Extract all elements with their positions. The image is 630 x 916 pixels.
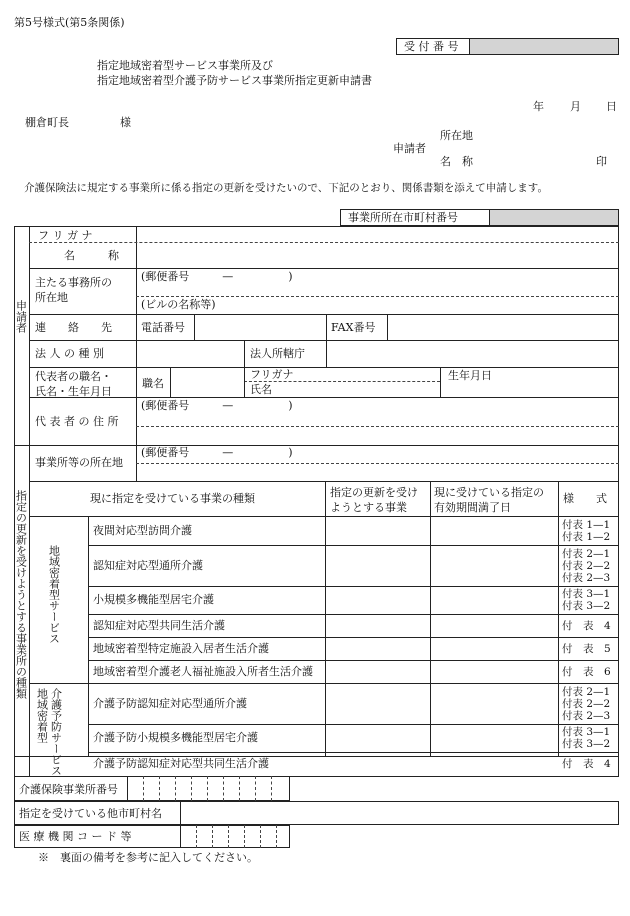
title-line-2: 指定地域密着型介護予防サービス事業所指定更新申請書 — [97, 74, 372, 87]
seal-mark: 印 — [596, 155, 607, 168]
group-prevention-label-a: 地域密着型 — [35, 688, 49, 743]
date-year: 年 — [533, 100, 544, 113]
form-reference: 付表 1—1 — [562, 518, 611, 531]
service-name: 介護予防小規模多機能型居宅介護 — [93, 731, 258, 744]
contact-label: 連 絡 先 — [35, 321, 112, 334]
rep-name-label: 氏名 — [250, 383, 272, 396]
date-month: 月 — [570, 100, 581, 113]
municipal-number-field[interactable] — [490, 210, 618, 225]
rep-postal-label: (郵便番号 — ) — [141, 399, 293, 412]
service-name: 介護予防認知症対応型共同生活介護 — [93, 757, 269, 770]
expiry-date-cell[interactable] — [431, 587, 557, 613]
form-reference: 付表 2—1 — [562, 547, 611, 560]
renewal-checkbox-cell[interactable] — [326, 638, 429, 659]
renewal-checkbox-cell[interactable] — [326, 661, 429, 682]
group-community-label: 地域密着型サービス — [47, 545, 61, 644]
receipt-number-label: 受 付 番 号 — [404, 40, 459, 53]
renewal-checkbox-cell[interactable] — [326, 546, 429, 585]
municipal-number-label: 事業所所在市町村番号 — [348, 211, 458, 224]
expiry-date-cell[interactable] — [431, 546, 557, 585]
form-reference: 付表 3—1 — [562, 588, 611, 600]
expiry-date-cell[interactable] — [431, 661, 557, 682]
service-name: 地域密着型特定施設入居者生活介護 — [93, 641, 269, 655]
form-reference: 付 表 4 — [562, 619, 611, 632]
medical-code-label: 医 療 機 関 コ ー ド 等 — [19, 830, 132, 843]
form-reference: 付表 1—2 — [562, 530, 611, 543]
other-city-label: 指定を受けている他市町村名 — [19, 807, 162, 820]
rep-address-label: 代 表 者 の 住 所 — [35, 415, 119, 428]
form-reference: 付 表 6 — [562, 665, 611, 678]
form-number: 第5号様式(第5条関係) — [14, 16, 125, 29]
expiry-date-cell[interactable] — [431, 615, 557, 636]
office-address-label: 主たる事務所の 所在地 — [35, 276, 112, 304]
tel-label: 電話番号 — [141, 321, 185, 334]
office-postal-label: (郵便番号 — ) — [141, 270, 293, 283]
form-reference: 付表 2—3 — [562, 571, 611, 584]
corp-type-label: 法 人 の 種 別 — [35, 347, 104, 360]
form-reference: 付表 3—2 — [562, 738, 611, 750]
representative-label: 代表者の職名・ 氏名・生年月日 — [35, 370, 112, 398]
service-name: 認知症対応型共同生活介護 — [93, 618, 225, 632]
date-day: 日 — [606, 100, 617, 113]
expiry-date-cell[interactable] — [431, 725, 557, 751]
corp-authority-label: 法人所轄庁 — [250, 347, 305, 360]
service-name: 認知症対応型通所介護 — [93, 558, 203, 572]
business-type-section-label: 指定の更新を受けようとする事業所の種類 — [14, 490, 28, 699]
form-reference: 付表 2—2 — [562, 697, 611, 710]
form-reference: 付表 3—1 — [562, 726, 611, 738]
intro-text: 介護保険法に規定する事業所に係る指定の更新を受けたいので、下記のとおり、関係書類を添えて申請します。 — [24, 182, 548, 194]
title-line-1: 指定地域密着型サービス事業所及び — [97, 59, 273, 72]
form-reference: 付表 3—2 — [562, 600, 611, 612]
service-name: 地域密着型介護老人福祉施設入所者生活介護 — [93, 664, 313, 678]
expiry-date-cell[interactable] — [431, 684, 557, 723]
form-reference: 付表 2—3 — [562, 709, 611, 722]
applicant-role-label: 申請者 — [393, 142, 426, 155]
form-reference: 付表 2—2 — [562, 559, 611, 572]
expiry-date-cell[interactable] — [431, 638, 557, 659]
business-address-label: 事業所等の所在地 — [35, 456, 123, 469]
renewal-checkbox-cell[interactable] — [326, 615, 429, 636]
group-prevention-label-b: 介護予防サービス — [49, 688, 63, 776]
applicant-name-label: 名 称 — [440, 155, 473, 168]
form-reference: 付 表 4 — [562, 758, 611, 770]
col-renewal-service: 指定の更新を受け ようとする事業 — [330, 486, 418, 514]
rep-title-label: 職名 — [142, 377, 164, 390]
service-name: 小規模多機能型居宅介護 — [93, 593, 214, 606]
renewal-checkbox-cell[interactable] — [326, 684, 429, 723]
building-name-label: (ビルの名称等) — [141, 298, 216, 311]
col-expiry-date: 現に受けている指定の 有効期間満了日 — [434, 486, 544, 514]
service-name: 介護予防認知症対応型通所介護 — [93, 696, 247, 710]
expiry-date-cell[interactable] — [431, 517, 557, 544]
fax-label: FAX番号 — [331, 321, 376, 334]
business-postal-label: (郵便番号 — ) — [141, 446, 293, 459]
name-label: 名 称 — [64, 249, 119, 262]
addressee: 棚倉町長 — [25, 116, 69, 129]
renewal-checkbox-cell[interactable] — [326, 587, 429, 613]
footnote: ※ 裏面の備考を参考に記入してください。 — [38, 851, 258, 864]
col-form: 様 式 — [563, 492, 607, 505]
birth-date-label: 生年月日 — [448, 369, 492, 382]
furigana-label: フ リ ガ ナ — [38, 229, 93, 242]
renewal-checkbox-cell[interactable] — [326, 517, 429, 544]
insurer-number-label: 介護保険事業所番号 — [19, 783, 118, 796]
renewal-checkbox-cell[interactable] — [326, 725, 429, 751]
col-current-service: 現に指定を受けている事業の種類 — [90, 492, 255, 505]
rep-furigana-label: フリガナ — [250, 368, 294, 381]
applicant-section-label: 申請者 — [14, 300, 28, 333]
receipt-number-field[interactable] — [470, 39, 618, 54]
form-reference: 付 表 5 — [562, 642, 611, 655]
applicant-address-label: 所在地 — [440, 129, 473, 142]
service-name: 夜間対応型訪問介護 — [93, 523, 192, 537]
honorific: 様 — [120, 116, 131, 129]
form-reference: 付表 2—1 — [562, 685, 611, 698]
